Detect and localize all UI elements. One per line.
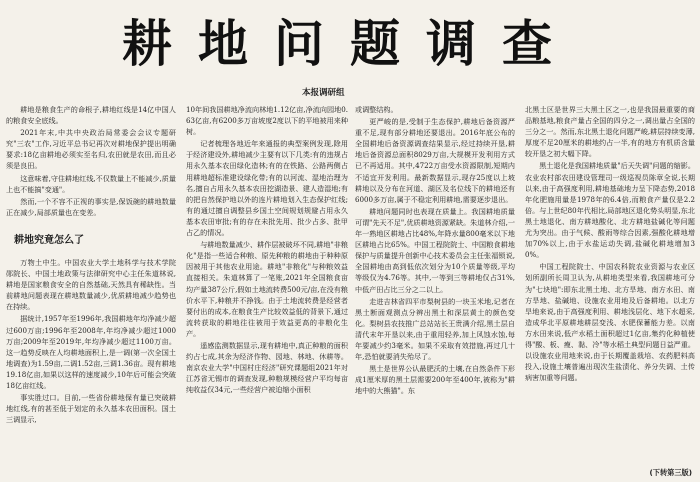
paragraph: 遥感监测数据显示,现有耕地中,真正种粮的面积约占七成,其余为经济作物、园地、林地、休耕等。南京农业大学"中国村庄经济"研究课题组2021年对江苏省无锡市的调查发现,种粮规模经营户平均每亩纯收益仅34元,一些经营户被迫缩小面积 bbox=[186, 340, 348, 395]
paragraph: 这意味着,守住耕地红线,不仅数量上不能减少,质量上也不能搞"变通"。 bbox=[6, 173, 176, 194]
paragraph: 据统计,1957年至1996年,我国耕地年均净减少超过600万亩;1996年至2008年,年均净减少超过1000万亩;2009年至2019年,年均净减少超过1100万亩。这一趋势反映在人均耕地面积上,是一调(第一次全国土地调查)为1.59亩,二调1.52亩,三调1.36亩。现有耕地19.18亿亩,如果以这样的速度减少,10年后可能会突破18亿亩红线。 bbox=[6, 314, 176, 390]
continue-note: (下转第三版) bbox=[649, 468, 692, 477]
paragraph: 10年间我国耕地净流向林地1.12亿亩,净流向园地0.63亿亩,有6200多万亩坡度2度以下的平地被用来种树。 bbox=[186, 105, 348, 137]
paragraph: 2021年末,中共中央政治局常委会会议专题研究"三农"工作,习近平总书记再次对耕地保护提出明确要求:18亿亩耕地必须实至名归,农田就是农田,而且必须是良田。 bbox=[6, 128, 176, 171]
paragraph: 更严峻的是,受制于生态保护,耕地后备资源严重不足,现有部分耕地还要退出。2016年底公布的全国耕地后备资源调查结果显示,经过持续开垦,耕地后备资源总面积8029万亩,大规模开发利用方式已不再适用。其中,4722万亩受水资源限制,短期内不适宜开发利用。最新数据显示,现存25度以上坡耕地以及分布在河道、湖区及名位线下的耕地还有6000多万亩,属于不稳定利用耕地,需要逐步退出。 bbox=[355, 117, 515, 204]
paragraph: 耕地问题同时也表现在质量上。我国耕地质量可谓"先天不足",优质耕地资源紧缺。朱道林介绍,一年一熟地区耕地占比48%,年降水量800毫米以下地区耕地占比65%。中国工程院院士、中国粮食耕地保护与质量提升创新中心技术委员会主任张福锁说,全国耕地由高到低依次划分为10个质量等级,平均等级仅为4.76等。其中,一等到三等耕地仅占31%,中低产田占比三分之二以上。 bbox=[355, 206, 515, 294]
paragraph: 与耕地数量减少、耕作层被破坏不同,耕地"非粮化"是指一些适合种粮、原先种粮的耕地由于种种原因被用于其他农业用途。耕地"非粮化"与种粮效益直接相关。朱道林算了一笔账,2021年全国粮食亩均产量387公斤,假如土地流转费500元/亩,在没有粮价水平下,种粮并不挣钱。由于土地流转费是经营者要付出的成本,在粮食生产比较效益低的背景下,通过流转获取的耕地往往被用于效益更高的非粮化生产。 bbox=[186, 240, 348, 338]
article-column-3 bbox=[355, 104, 515, 476]
article-column-2 bbox=[186, 104, 348, 476]
paragraph: 黑土是世界公认最肥沃的土壤,在自然条件下形成1厘米厚的黑土层需要200年至400年,被称为"耕地中的大熊猫"。东 bbox=[355, 364, 515, 396]
paragraph: 事实胜过口。目前,一些省份耕地保有量已突破耕地红线,有的甚至低于划定的永久基本农田面积。国土三调显示, bbox=[6, 393, 176, 425]
headline: 耕地问题调查 bbox=[122, 15, 578, 73]
paragraph: 中国工程院院士、中国农科院农业资源与农业区划所副所长周卫认为,从耕地类型来看,我国耕地可分为"七块地":即东北黑土地、北方旱地、南方水田、南方旱地、盐碱地、设施农业用地及后备耕地。以北方旱地来说,由于高强度利用、耕地浅层化、地下水超采,造成华北平原耕地耕层变浅、水肥保蓄能力差。以南方水田来说,低产水稻土面积超过1亿亩,集约化种植使得"酸、板、瘦、黏、冷"等水稻土典型问题日益严重。以设施农业用地来说,由于长期覆盖栽培、农药肥料高投入,设施土壤普遍出现次生盐渍化、养分失调、土传病害加重等问题。 bbox=[525, 262, 695, 383]
paragraph: 北黑土区是世界三大黑土区之一,也是我国最重要的商品粮基地,粮食产量占全国的四分之一,调出量占全国的三分之一。然而,东北黑土退化问题严峻,耕层持续变薄,厚度不足20厘米的耕地约占一半,有的地方有机质含量较开垦之初大幅下降。 bbox=[525, 105, 695, 159]
paragraph: 记者梳理各地近年来通报的典型案例发现,除用于经济建设外,耕地减少主要有以下几类:有的违规占用永久基本农田绿化造林;有的在铁路、公路两侧占用耕地超标准建设绿化带;有的以河流、湿地治理为名,擅自占用永久基本农田挖湖造景、建人造湿地;有的把自然保护地以外的连片耕地划入生态保护红线;有的通过擅自调整县乡国土空间规划规避占用永久基本农田审批;有的存在未批先用、批少占多、批甲占乙的情况。 bbox=[186, 139, 348, 238]
article-column-4 bbox=[525, 104, 695, 476]
paragraph: 走进吉林省四平市梨树县的一块玉米地,记者在黑土断面观测点分辨出黑土和深层黄土的颜色变化。梨树县农技推广总站站长王贵满介绍,黑土层自清代末年开垦以来,由于重用轻养,加上风蚀水蚀,每年要减少约3毫米。如果不采取有效措施,再过几十年,恐怕就要消失殆尽了。 bbox=[355, 296, 515, 362]
article-column-1 bbox=[6, 104, 176, 476]
paragraph: 然而,一个不容不正视的事实是,保饭碗的耕地数量正在减少,局部质量也在变差。 bbox=[6, 196, 176, 217]
paragraph: 万物土中生。中国农业大学土地科学与技术学院郧院长、中国土地政策与法律研究中心主任朱道林说,耕地是国家粮食安全的自然基础,天然具有稀缺性。当前耕地问题表现在耕地数量减少,优质耕地减少趋势也在持续。 bbox=[6, 257, 176, 312]
section-subhead: 耕地究竟怎么了 bbox=[14, 234, 84, 246]
paragraph: 黑土退化是我国耕地质量"后天失调"问题的缩影。农业农村部农田建设管理司一级巡视员陈章全说,长期以来,由于高强度利用,耕地基础地力呈下降态势,2018年化肥施用量是1978年的6.4倍,而粮食产量仅是2.2倍。与上世纪80年代相比,局部地区退化势头明显,东北黑土地退化、南方耕地酸化、北方耕地盐碱化等问题尤为突出。由于气候、酸雨等综合因素,强酸化耕地增加70%以上,由于水盐运动失调,盐碱化耕地增加30%。 bbox=[525, 161, 695, 260]
paragraph: 或调整结构。 bbox=[355, 105, 398, 114]
byline: 本报调研组 bbox=[302, 88, 345, 98]
paragraph: 耕地是粮食生产的命根子,耕地红线是14亿中国人的粮食安全底线。 bbox=[6, 105, 176, 126]
